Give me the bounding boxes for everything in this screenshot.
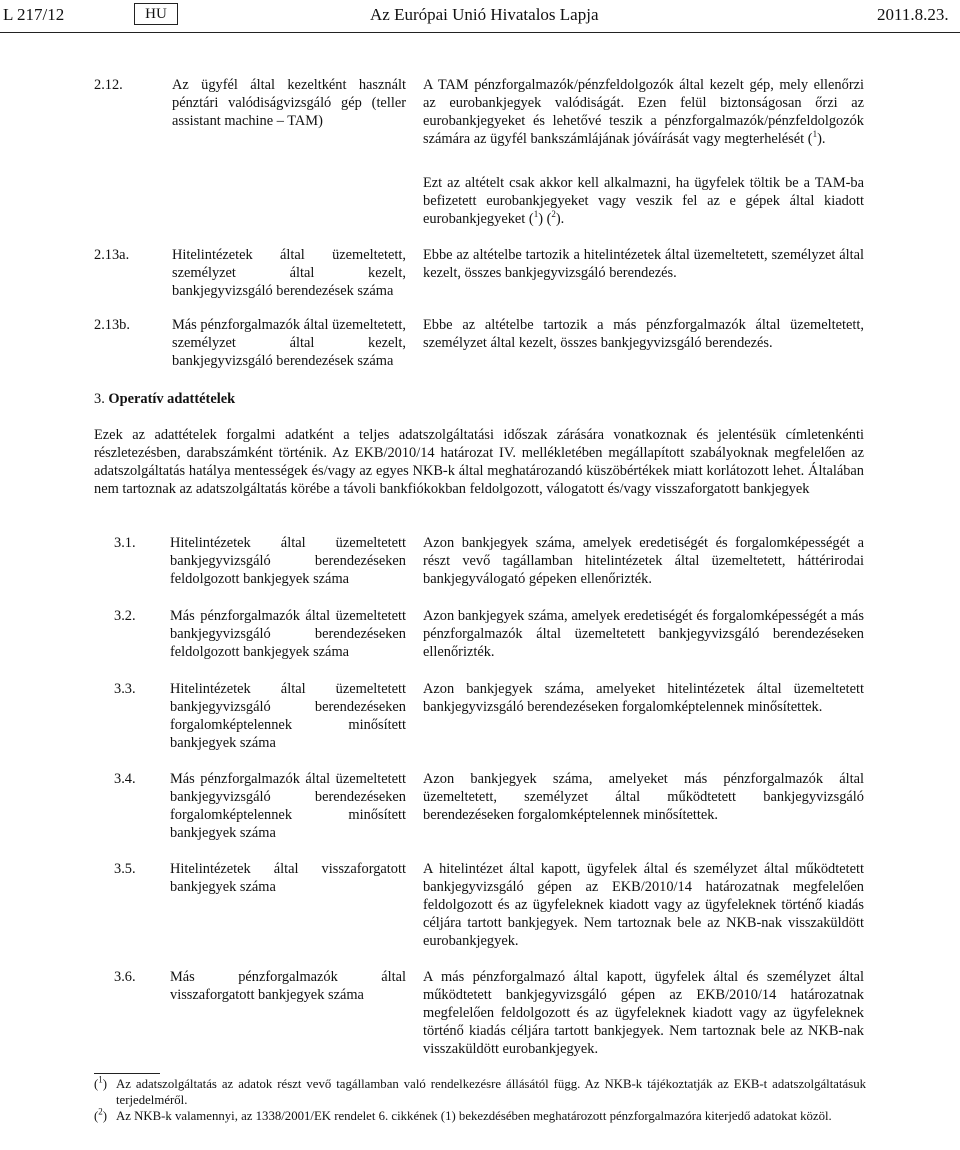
item-label: Más pénzforgalmazók által üzemeltetett bankjegyvizsgáló berendezéseken feldolgozott bankjegyek száma [170, 608, 406, 660]
item-number: 2.13a. [94, 247, 130, 263]
footnote-text: Az NKB-k valamennyi, az 1338/2001/EK rendelet 6. cikkének (1) bekezdésében meghatározott pénzforgalmazóra kiterjedő adatokat közöl. [116, 1109, 832, 1123]
item-description: Ezt az altételt csak akkor kell alkalmazni, ha ügyfelek töltik be a TAM-ba befizetett eurobankjegyeket vagy veszik fel az e gépek által kiadott eurobankjegyeket ($^1$) ($^2$). [423, 175, 864, 227]
footnote [94, 1108, 866, 1124]
item-number: 3.4. [114, 771, 136, 787]
item-description: A hitelintézet által kapott, ügyfelek által és személyzet által működtetett bankjegyvizsgáló gépen az EKB/2010/14 határozatnak megfelelően feldolgozott és az ügyfeleknek kiadott vagy az ügyfeleknek történő kiadás céljára tartott bankjegyek. Nem tartoznak bele az NKB-nak visszaküldött eurobankjegyek. [423, 861, 864, 949]
item-label: Hitelintézetek által üzemeltetett bankjegyvizsgáló berendezéseken forgalomképtelennek minősített bankjegyek száma [170, 681, 406, 751]
section-paragraph: Ezek az adattételek forgalmi adatként a teljes adatszolgáltatási időszak zárására vonatkoznak és jelentésük címletenkénti részletezésben, darabszámként történik. Az EKB/2010/14 határozat IV. mellékletében megállapított szabályoknak megfelelően az adatszolgáltatás hatálya mentességek és/vagy az egyes NKB-k által meghatározandó küszöbértékek miatt korlátozott lehet. Általában nem tartoznak az adatszolgáltatás körébe a távoli bankfiókokban feldolgozott, válogatott és/vagy visszaforgatott bankjegyek [94, 427, 864, 497]
item-label: Az ügyfél által kezeltként használt pénztári valódiságvizsgáló gép (teller assistant machine – TAM) [172, 77, 406, 129]
footnote-mark: ($^1$) [94, 1074, 108, 1091]
item-description: Ebbe az altételbe tartozik a más pénzforgalmazók által üzemeltetett, személyzet által kezelt, összes bankjegyvizsgáló berendezés. [423, 317, 864, 351]
journal-title: Az Európai Unió Hivatalos Lapja [370, 5, 599, 24]
footnote-mark: ($^2$) [94, 1106, 108, 1123]
item-number: 3.2. [114, 608, 136, 624]
item-label: Más pénzforgalmazók által visszaforgatott bankjegyek száma [170, 969, 406, 1003]
section-heading [94, 390, 235, 408]
item-description: Azon bankjegyek száma, amelyek eredetiségét és forgalomképességét a más pénzforgalmazók által üzemeltetett bankjegyvizsgáló berendezéseken ellenőrizték. [423, 608, 864, 660]
item-number: 3.5. [114, 861, 136, 877]
footnote-ref: 1 [812, 129, 818, 140]
language-badge: HU [134, 3, 178, 25]
item-label: Hitelintézetek által üzemeltetett bankjegyvizsgáló berendezéseken feldolgozott bankjegyek száma [170, 535, 406, 587]
section-title: Operatív adattételek [108, 391, 236, 407]
item-description: A más pénzforgalmazó által kapott, ügyfelek által és személyzet által működtetett bankjegyvizsgáló gépen az EKB/2010/14 határozatnak megfelelően feldolgozott és az ügyfeleknek kiadott vagy az ügyfeleknek történő kiadás céljára tartott bankjegyek. Nem tartoznak bele az NKB-nak visszaküldött eurobankjegyek. [423, 969, 864, 1057]
section-number: 3. [94, 391, 105, 407]
item-label: Más pénzforgalmazók által üzemeltetett, személyzet által kezelt, bankjegyvizsgáló berendezések száma [172, 317, 406, 369]
item-number: 2.13b. [94, 317, 130, 333]
item-description: Azon bankjegyek száma, amelyeket hitelintézetek által üzemeltetett bankjegyvizsgáló berendezéseken forgalomképtelennek minősítettek. [423, 681, 864, 715]
item-description: Azon bankjegyek száma, amelyek eredetiségét és forgalomképességét a részt vevő tagállamban hitelintézetek által üzemeltetett, háttérirodai bankjegyválogató gépeken ellenőrizték. [423, 535, 864, 587]
item-number: 3.1. [114, 535, 136, 551]
publication-date: 2011.8.23. [877, 5, 949, 24]
item-label: Hitelintézetek által visszaforgatott bankjegyek száma [170, 861, 406, 895]
item-number: 2.12. [94, 77, 123, 93]
page-header [0, 0, 960, 34]
footnote-separator [94, 1073, 160, 1074]
item-label: Más pénzforgalmazók által üzemeltetett bankjegyvizsgáló berendezéseken forgalomképtelennek minősített bankjegyek száma [170, 771, 406, 841]
footnote-ref: 1 [533, 209, 539, 220]
item-description: Azon bankjegyek száma, amelyeket más pénzforgalmazók által üzemeltetett, személyzet által működtetett bankjegyvizsgáló berendezéseken forgalomképtelennek minősítettek. [423, 771, 864, 823]
item-number: 3.3. [114, 681, 136, 697]
item-number: 3.6. [114, 969, 136, 985]
item-description: A TAM pénzforgalmazók/pénzfeldolgozók által kezelt gép, mely ellenőrzi az eurobankjegyek valódiságát. Ezen felül biztonságosan őrzi az eurobankjegyeket és lehetővé teszik a pénzforgalmazók/pénzfeldolgozók számára az ügyfél bankszámlájának jóváírását vagy megterhelését ($^1$). [423, 77, 864, 147]
item-label: Hitelintézetek által üzemeltetett, személyzet által kezelt, bankjegyvizsgáló berendezések száma [172, 247, 406, 299]
footnote-text: Az adatszolgáltatás az adatok részt vevő tagállamban való rendelkezésre állásától függ. Az NKB-k tájékoztatják az EKB-t adatszolgáltatásuk terjedelméről. [116, 1077, 866, 1107]
page-number: L 217/12 [3, 5, 65, 24]
item-description: Ebbe az altételbe tartozik a hitelintézetek által üzemeltetett, személyzet által kezelt, összes bankjegyvizsgáló berendezés. [423, 247, 864, 281]
footnote [94, 1076, 866, 1108]
footnote-ref: 2 [551, 209, 556, 220]
header-rule [0, 32, 960, 33]
